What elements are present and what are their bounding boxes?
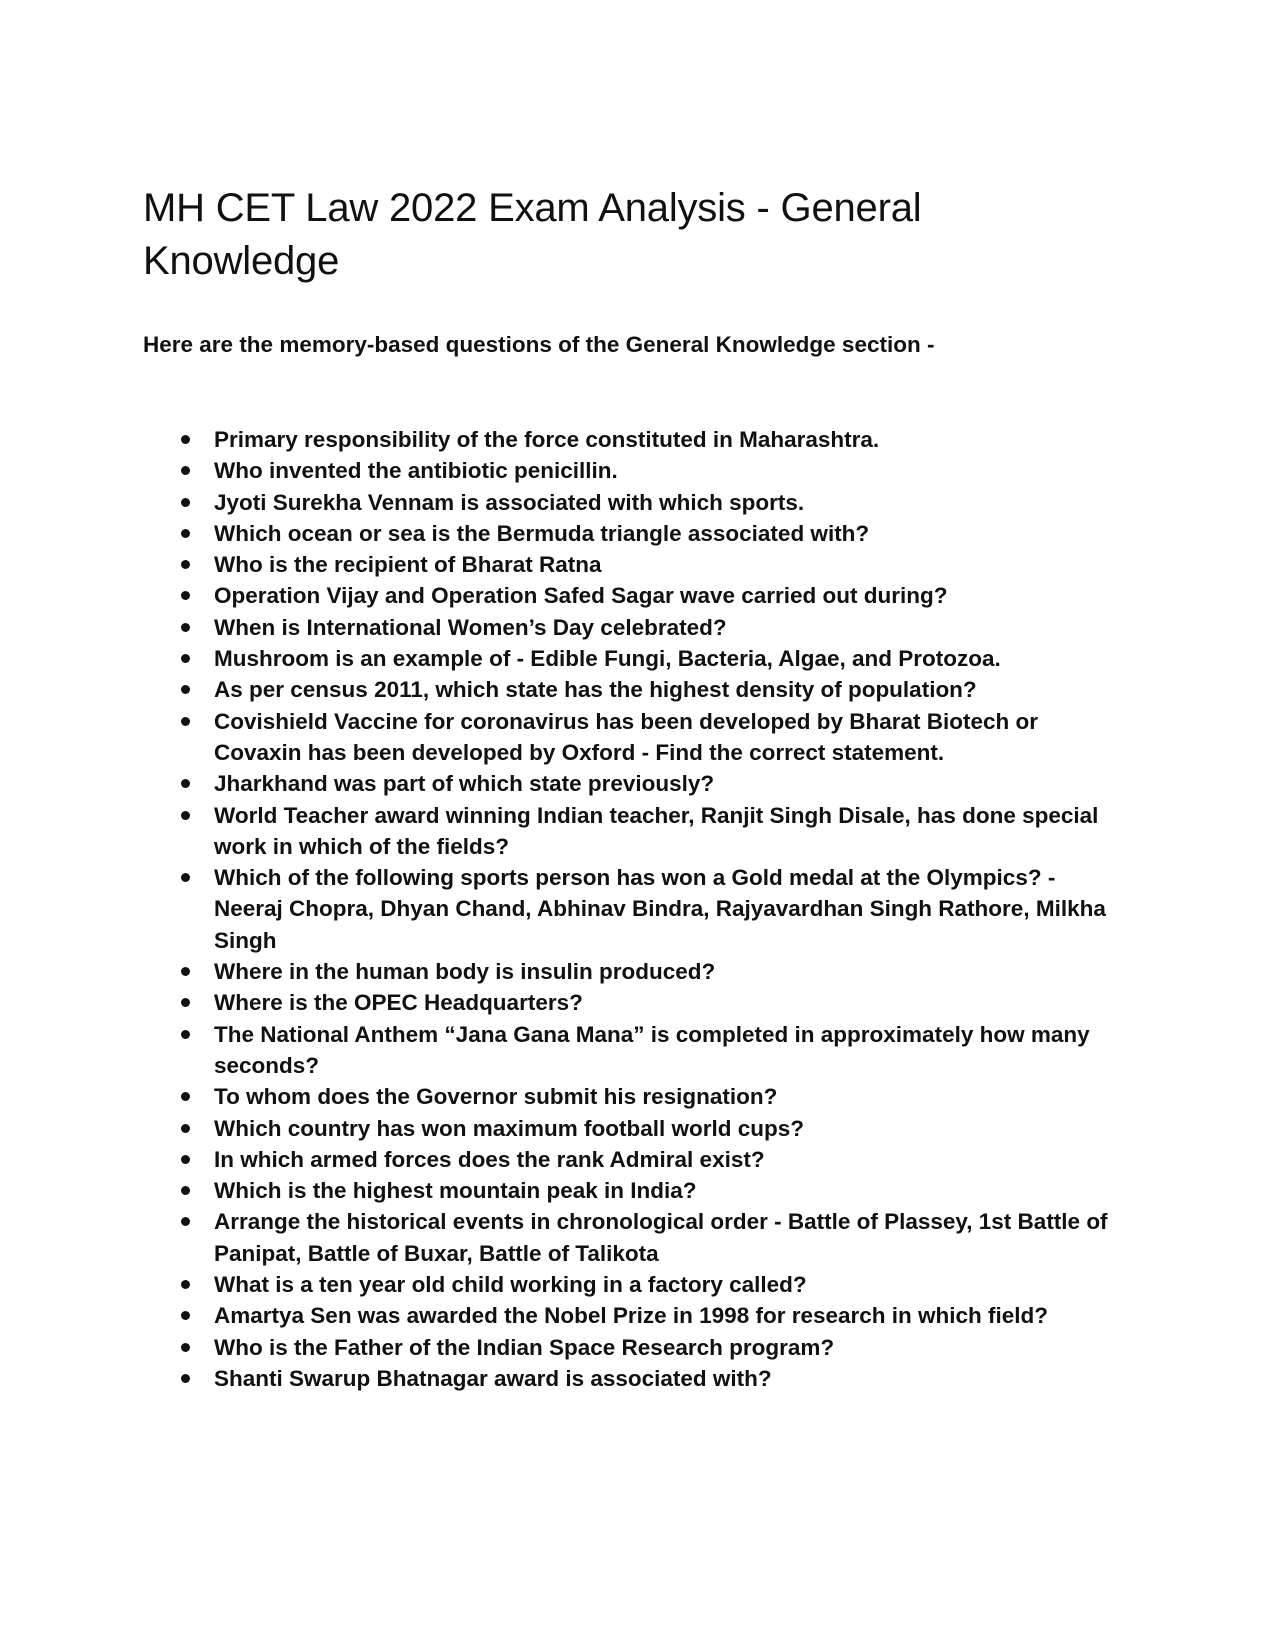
- list-item: [143, 1175, 1123, 1206]
- question-text: When is International Women’s Day celebrated?: [214, 614, 727, 640]
- list-item: [143, 1363, 1123, 1394]
- bullet-icon: [181, 654, 190, 663]
- question-text: Where in the human body is insulin produced?: [214, 959, 716, 985]
- bullet-icon: [181, 1092, 190, 1101]
- question-text: Operation Vijay and Operation Safed Sagar wave carried out during?: [214, 583, 948, 609]
- bullet-icon: [181, 591, 190, 600]
- bullet-icon: [181, 560, 190, 569]
- question-text: Which country has won maximum football world cups?: [214, 1115, 805, 1141]
- list-item: [143, 1019, 1123, 1082]
- list-item: [143, 455, 1123, 486]
- list-item: [143, 1206, 1123, 1269]
- list-item: [143, 768, 1123, 799]
- bullet-icon: [181, 623, 190, 632]
- bullet-icon: [181, 466, 190, 475]
- list-item: [143, 956, 1123, 987]
- bullet-icon: [181, 685, 190, 694]
- list-item: [143, 518, 1123, 549]
- list-item: [143, 674, 1123, 705]
- bullet-icon: [181, 998, 190, 1007]
- question-text: Who is the recipient of Bharat Ratna: [214, 552, 602, 578]
- question-list: [143, 424, 1123, 1394]
- bullet-icon: [181, 1186, 190, 1195]
- question-text: Which is the highest mountain peak in India?: [214, 1178, 697, 1204]
- list-item: [143, 424, 1123, 455]
- bullet-icon: [181, 1343, 190, 1352]
- question-text: Jharkhand was part of which state previously?: [214, 771, 715, 797]
- bullet-icon: [181, 873, 190, 882]
- question-text: In which armed forces does the rank Admiral exist?: [214, 1146, 765, 1172]
- question-text: Which ocean or sea is the Bermuda triangle associated with?: [214, 520, 870, 546]
- bullet-icon: [181, 1217, 190, 1226]
- bullet-icon: [181, 1374, 190, 1383]
- question-text: The National Anthem “Jana Gana Mana” is completed in approximately how many seconds?: [214, 1021, 1090, 1078]
- bullet-icon: [181, 1311, 190, 1320]
- list-item: [143, 1144, 1123, 1175]
- bullet-icon: [181, 967, 190, 976]
- list-item: [143, 706, 1123, 769]
- bullet-icon: [181, 811, 190, 820]
- list-item: [143, 800, 1123, 863]
- list-item: [143, 580, 1123, 611]
- bullet-icon: [181, 779, 190, 788]
- list-item: [143, 862, 1123, 956]
- list-item: [143, 1113, 1123, 1144]
- list-item: [143, 612, 1123, 643]
- question-text: Shanti Swarup Bhatnagar award is associated with?: [214, 1365, 772, 1391]
- question-text: What is a ten year old child working in a factory called?: [214, 1272, 807, 1298]
- question-text: World Teacher award winning Indian teacher, Ranjit Singh Disale, has done special work in which of the fields?: [214, 802, 1099, 859]
- question-text: Where is the OPEC Headquarters?: [214, 990, 583, 1016]
- question-text: Arrange the historical events in chronological order - Battle of Plassey, 1st Battle of Panipat, Battle of Buxar, Battle of Talikota: [214, 1209, 1108, 1266]
- bullet-icon: [181, 1155, 190, 1164]
- bullet-icon: [181, 529, 190, 538]
- question-text: Who is the Father of the Indian Space Research program?: [214, 1334, 835, 1360]
- document-page: [143, 182, 1123, 1394]
- question-text: To whom does the Governor submit his resignation?: [214, 1084, 778, 1110]
- question-text: Jyoti Surekha Vennam is associated with which sports.: [214, 489, 805, 515]
- list-item: [143, 1300, 1123, 1331]
- bullet-icon: [181, 435, 190, 444]
- bullet-icon: [181, 1280, 190, 1289]
- question-text: Amartya Sen was awarded the Nobel Prize in 1998 for research in which field?: [214, 1303, 1049, 1329]
- question-text: As per census 2011, which state has the highest density of population?: [214, 677, 977, 703]
- page-title: MH CET Law 2022 Exam Analysis - General Knowledge: [143, 186, 922, 283]
- question-text: Covishield Vaccine for coronavirus has been developed by Bharat Biotech or Covaxin has been developed by Oxford - Find the correct statement.: [214, 708, 1038, 765]
- list-item: [143, 643, 1123, 674]
- question-text: Primary responsibility of the force constituted in Maharashtra.: [214, 427, 880, 452]
- list-item: [143, 987, 1123, 1018]
- list-item: [143, 1269, 1123, 1300]
- list-item: [143, 1332, 1123, 1363]
- question-text: Who invented the antibiotic penicillin.: [214, 458, 618, 484]
- section-intro: Here are the memory-based questions of the General Knowledge section -: [143, 332, 935, 357]
- bullet-icon: [181, 717, 190, 726]
- question-text: Which of the following sports person has won a Gold medal at the Olympics? - Neeraj Chopra, Dhyan Chand, Abhinav Bindra, Rajyavardhan Singh Rathore, Milkha Singh: [214, 865, 1106, 953]
- bullet-icon: [181, 498, 190, 507]
- question-text: Mushroom is an example of - Edible Fungi, Bacteria, Algae, and Protozoa.: [214, 646, 1001, 672]
- list-item: [143, 549, 1123, 580]
- bullet-icon: [181, 1030, 190, 1039]
- list-item: [143, 1081, 1123, 1112]
- list-item: [143, 487, 1123, 518]
- bullet-icon: [181, 1124, 190, 1133]
